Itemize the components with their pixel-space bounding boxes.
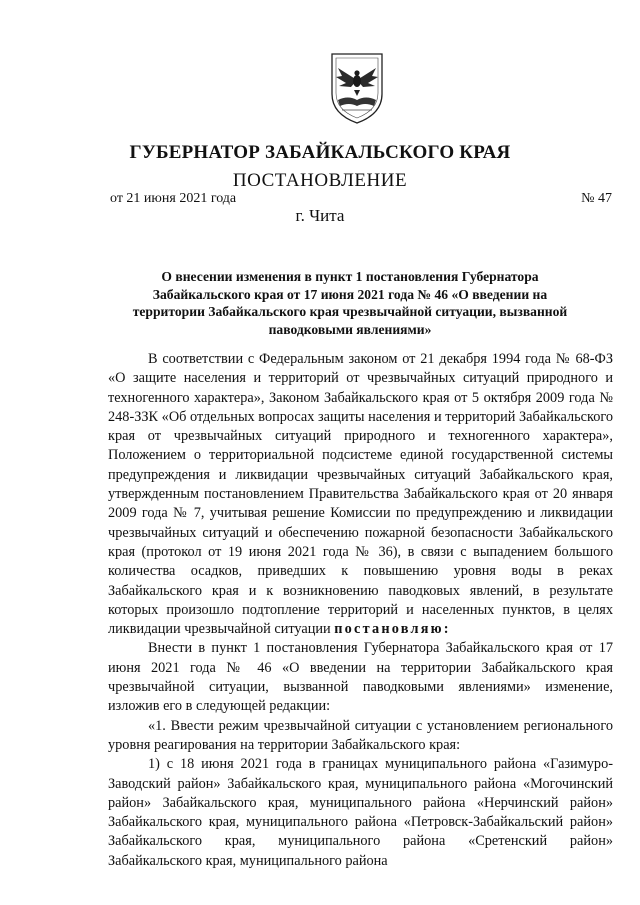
paragraph-clause-1: «1. Ввести режим чрезвычайной ситуации с установлением регионального уровня реагирования на территории Забайкальского края:: [108, 717, 613, 753]
paragraph-subclause-1: 1) с 18 июня 2021 года в границах муниципального района «Газимуро-Заводский район» Забайкальского края, муниципального района «Могочинский район» Забайкальского края, муниципального района «Нерчинский район» Забайкальского края, муниципального района «Петровск-Забайкальский район» Забайкальского края, муниципального района «Сретенский район» Забайкальского края, муниципального района: [108, 756, 613, 869]
document-body: [108, 350, 613, 871]
document-heading: О внесении изменения в пункт 1 постановления Губернатора Забайкальского края от 17 июня 2021 года № 46 «О введении на территории Забайкальского края чрезвычайной ситуации, вызванной паводковыми явлениями»: [132, 269, 568, 337]
resolution-word: постановляю:: [334, 621, 451, 638]
preamble-text: В соответствии с Федеральным законом от 21 декабря 1994 года № 68-ФЗ «О защите населения и территорий от чрезвычайных ситуаций природного и техногенного характера», Законом Забайкальского края от 5 октября 2009 года № 248-ЗЗК «Об отдельных вопросах защиты населения и территорий Забайкальского края от чрезвычайных ситуаций природного и техногенного характера», Положением о территориальной подсистеме единой государственной системы предупреждения и ликвидации чрезвычайных ситуаций Забайкальского края, утвержденным постановлением Правительства Забайкальского края от 20 января 2009 года № 7, учитывая решение Комиссии по предупреждению и ликвидации чрезвычайных ситуаций и обеспечению пожарной безопасности Забайкальского края (протокол от 19 июня 2021 года № 36), в связи с выпадением большого количества осадков, приведших к повышению уровня воды в реках Забайкальского края и к возникновению паводковых явлений, в результате которых произошло подтопление территорий и населенных пунктов, в целях ликвидации чрезвычайной ситуации: [108, 351, 613, 638]
document-city: г. Чита: [295, 206, 345, 225]
paragraph-preamble: [108, 350, 613, 639]
document-number: № 47: [581, 191, 612, 206]
document-date: от 21 июня 2021 года: [110, 191, 237, 206]
issuer-title: ГУБЕРНАТОР ЗАБАЙКАЛЬСКОГО КРАЯ: [129, 142, 511, 163]
paragraph-amendment: Внести в пункт 1 постановления Губернатора Забайкальского края от 17 июня 2021 года № 46 «О введении на территории Забайкальского края чрезвычайной ситуации, вызванной паводковыми явлениями» изменение, изложив его в следующей редакции:: [108, 640, 613, 715]
document-type: ПОСТАНОВЛЕНИЕ: [232, 170, 408, 191]
coat-of-arms-icon: [324, 50, 390, 126]
